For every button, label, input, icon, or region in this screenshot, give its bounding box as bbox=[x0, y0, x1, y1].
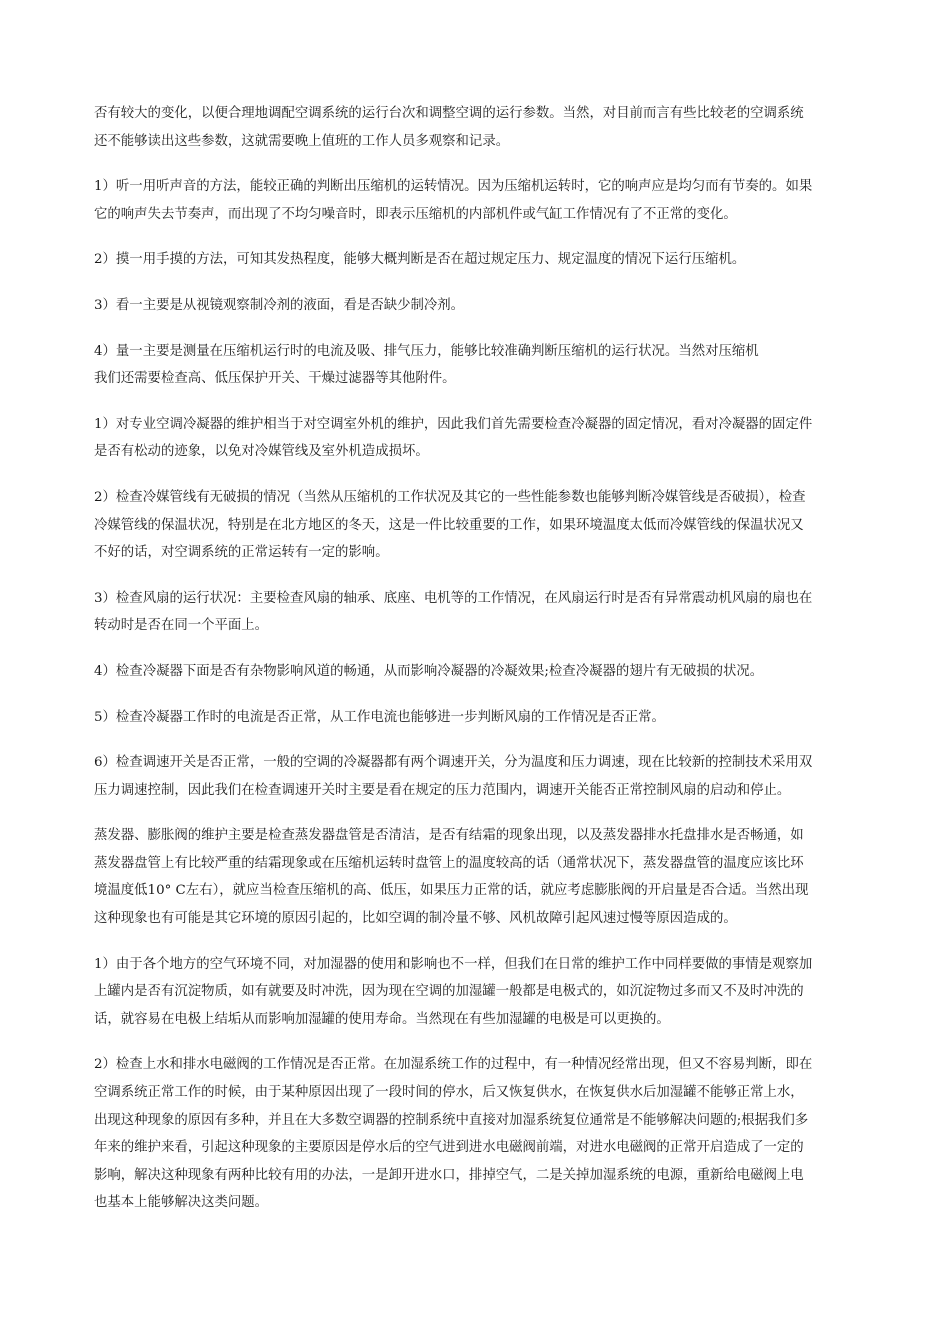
text-line: 我们还需要检查高、低压保护开关、干燥过滤器等其他附件。 bbox=[94, 371, 456, 387]
text-line: 影响，解决这种现象有两种比较有用的办法，一是卸开进水口，排掉空气，二是关掉加湿系统的电源，重新给电磁阀上电 bbox=[94, 1167, 804, 1183]
text-line: 出现这种现象的原因有多种，并且在大多数空调器的控制系统中直接对加湿系统复位通常是不能够解决问题的;根据我们多 bbox=[94, 1112, 809, 1128]
paragraph-4 bbox=[94, 292, 842, 320]
paragraph-14 bbox=[94, 1051, 842, 1217]
text-line: 6）检查调速开关是否正常，一般的空调的冷凝器都有两个调速开关，分为温度和压力调速，现在比较新的控制技术采用双 bbox=[94, 755, 813, 771]
text-line: 是否有松动的迹象，以免对冷媒管线及室外机造成损坏。 bbox=[94, 444, 429, 460]
paragraph-1 bbox=[94, 100, 842, 155]
paragraph-8 bbox=[94, 585, 842, 640]
text-line: 这种现象也有可能是其它环境的原因引起的，比如空调的制冷量不够、风机故障引起风速过慢等原因造成的。 bbox=[94, 911, 737, 927]
paragraph-12 bbox=[94, 822, 842, 932]
paragraph-13 bbox=[94, 951, 842, 1034]
text-line: 蒸发器盘管上有比较严重的结霜现象或在压缩机运转时盘管上的温度较高的话（通常状况下，蒸发器盘管的温度应该比环 bbox=[94, 855, 804, 871]
text-line: 还不能够读出这些参数，这就需要晚上值班的工作人员多观察和记录。 bbox=[94, 133, 510, 149]
text-line: 否有较大的变化，以便合理地调配空调系统的运行台次和调整空调的运行参数。当然，对目前而言有些比较老的空调系统 bbox=[94, 106, 804, 121]
text-line: 压力调速控制，因此我们在检查调速开关时主要是看在规定的压力范围内，调速开关能否正常控制风扇的启动和停止。 bbox=[94, 782, 791, 798]
paragraph-11 bbox=[94, 749, 842, 804]
paragraph-7 bbox=[94, 484, 842, 567]
text-line: 也基本上能够解决这类问题。 bbox=[94, 1195, 269, 1211]
text-line: 4）量一主要是测量在压缩机运行时的电流及吸、排气压力，能够比较准确判断压缩机的运行状况。当然对压缩机 bbox=[94, 343, 759, 359]
paragraph-6 bbox=[94, 411, 842, 466]
paragraph-3 bbox=[94, 246, 842, 274]
text-line: 3）看一主要是从视镜观察制冷剂的液面，看是否缺少制冷剂。 bbox=[94, 297, 465, 313]
paragraph-2 bbox=[94, 173, 842, 228]
text-line: 1）由于各个地方的空气环境不同，对加湿器的使用和影响也不一样，但我们在日常的维护工作中同样要做的事情是观察加 bbox=[94, 956, 813, 972]
text-line: 1）对专业空调冷凝器的维护相当于对空调室外机的维护，因此我们首先需要检查冷凝器的固定情况，看对冷凝器的固定件 bbox=[94, 416, 813, 432]
text-line: 5）检查冷凝器工作时的电流是否正常，从工作电流也能够进一步判断风扇的工作情况是否正常。 bbox=[94, 709, 665, 725]
text-line: 转动时是否在同一个平面上。 bbox=[94, 618, 269, 634]
text-line: 蒸发器、膨胀阀的维护主要是检查蒸发器盘管是否清洁，是否有结霜的现象出现，以及蒸发器排水托盘排水是否畅通，如 bbox=[94, 828, 804, 844]
text-line: 1）听一用听声音的方法，能较正确的判断出压缩机的运转情况。因为压缩机运转时，它的响声应是均匀而有节奏的。如果 bbox=[94, 179, 813, 195]
text-line: 话，就容易在电极上结垢从而影响加湿罐的使用寿命。当然现在有些加湿罐的电极是可以更换的。 bbox=[94, 1011, 670, 1027]
paragraph-10 bbox=[94, 704, 842, 732]
text-line: 冷媒管线的保温状况，特别是在北方地区的冬天，这是一件比较重要的工作，如果环境温度太低而冷媒管线的保温状况又 bbox=[94, 517, 804, 533]
text-line: 2）摸一用手摸的方法，可知其发热程度，能够大概判断是否在超过规定压力、规定温度的情况下运行压缩机。 bbox=[94, 252, 746, 268]
text-line: 年来的维护来看，引起这种现象的主要原因是停水后的空气进到进水电磁阀前端，对进水电磁阀的正常开启造成了一定的 bbox=[94, 1140, 804, 1156]
text-line: 上罐内是否有沉淀物质，如有就要及时冲洗，因为现在空调的加湿罐一般都是电极式的，如沉淀物过多而又不及时冲洗的 bbox=[94, 984, 804, 1000]
text-line: 不好的话，对空调系统的正常运转有一定的影响。 bbox=[94, 545, 389, 561]
paragraph-5 bbox=[94, 338, 842, 393]
text-line: 2）检查上水和排水电磁阀的工作情况是否正常。在加湿系统工作的过程中，有一种情况经常出现，但又不容易判断，即在 bbox=[94, 1057, 813, 1073]
text-line: 境温度低10° C左右），就应当检查压缩机的高、低压，如果压力正常的话，就应考虑膨胀阀的开启量是否合适。当然出现 bbox=[94, 883, 809, 899]
text-line: 2）检查冷媒管线有无破损的情况（当然从压缩机的工作状况及其它的一些性能参数也能够判断冷媒管线是否破损），检查 bbox=[94, 489, 806, 505]
document-page bbox=[94, 100, 842, 1235]
text-line: 空调系统正常工作的时候，由于某种原因出现了一段时间的停水，后又恢复供水，在恢复供水后加湿罐不能够正常上水， bbox=[94, 1085, 804, 1101]
text-line: 4）检查冷凝器下面是否有杂物影响风道的畅通，从而影响冷凝器的冷凝效果;检查冷凝器的翅片有无破损的状况。 bbox=[94, 663, 764, 679]
paragraph-9 bbox=[94, 658, 842, 686]
text-line: 3）检查风扇的运行状况：主要检查风扇的轴承、底座、电机等的工作情况，在风扇运行时是否有异常震动机风扇的扇也在 bbox=[94, 590, 813, 606]
text-line: 它的响声失去节奏声，而出现了不均匀噪音时，即表示压缩机的内部机件或气缸工作情况有了不正常的变化。 bbox=[94, 206, 737, 222]
